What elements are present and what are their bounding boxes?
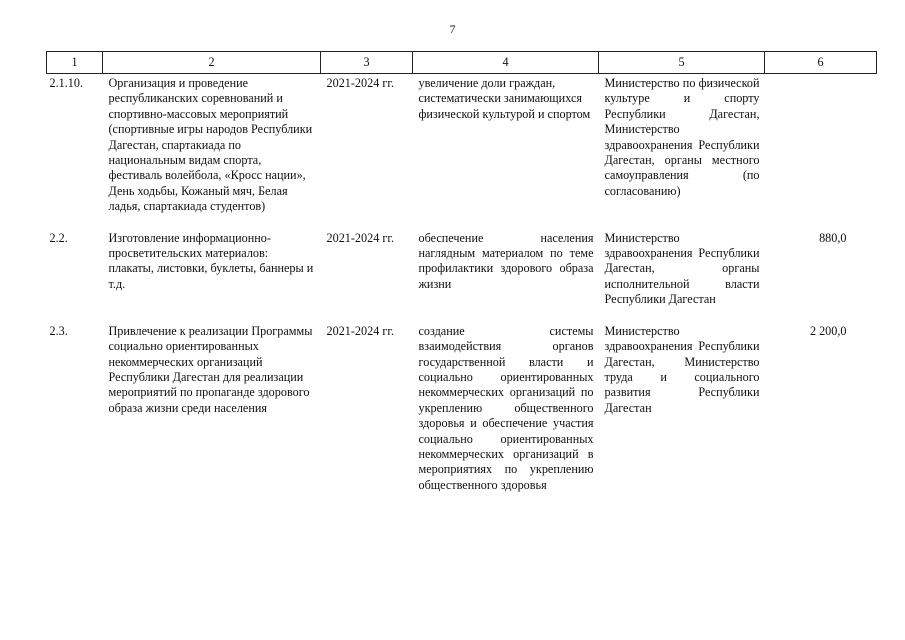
header-col-3: 3 [321,52,413,74]
item-period: 2021-2024 гг. [326,230,395,245]
header-col-2: 2 [103,52,321,74]
item-number: 2.1.10. [49,76,84,90]
table-row [47,229,877,322]
item-executor: Министерство по физической культуре и спорту Республики Дагестан, Министерство здравоохранения Республики Дагестан, органы местного самоуправления (по согласованию) [604,76,760,198]
item-name: Изготовление информационно-просветительских материалов: плакаты, листовки, буклеты, баннеры и т.д. [108,230,314,291]
header-row [47,52,877,74]
item-result: обеспечение населения наглядным материалом по теме профилактики здорового образа жизни [418,230,594,291]
item-amount: 880,0 [819,230,847,245]
item-number: 2.3. [49,323,68,338]
item-result: создание системы взаимодействия органов государственной власти и социально ориентированных некоммерческих организаций по укреплению общественного здоровья и обеспечение участия социально ориентированных некоммерческих организаций в мероприятиях по укреплению общественного здоровья [418,323,594,492]
item-amount: 2 200,0 [809,323,847,338]
item-name: Организация и проведение республиканских соревнований и спортивно-массовых мероприятий (спортивные игры народов Республики Дагестан, спартакиада по национальным видам спорта, фестиваль волейбола, «Кросс нации», День ходьбы, Кожаный мяч, Белая ладья, спартакиада студентов) [108,76,313,214]
program-table [46,51,877,507]
item-executor: Министерство здравоохранения Республики Дагестан, органы исполнительной власти Республики Дагестан [604,230,760,307]
item-number: 2.2. [49,230,68,245]
header-col-6: 6 [765,52,877,74]
item-period: 2021-2024 гг. [326,76,395,90]
header-col-5: 5 [599,52,765,74]
header-col-4: 4 [413,52,599,74]
item-executor: Министерство здравоохранения Республики Дагестан, Министерство труда и социального развития Республики Дагестан [604,323,760,415]
page-number: 7 [449,22,456,36]
item-result: увеличение доли граждан, систематически занимающихся физической культурой и спортом [418,76,591,121]
item-period: 2021-2024 гг. [326,323,395,338]
item-name: Привлечение к реализации Программы социально ориентированных некоммерческих организаций Республики Дагестан для реализации мероприятий по пропаганде здорового образа жизни среди населения [108,323,313,415]
table-row [47,74,877,229]
table-row [47,322,877,507]
item-amount [765,74,877,229]
header-col-1: 1 [47,52,103,74]
